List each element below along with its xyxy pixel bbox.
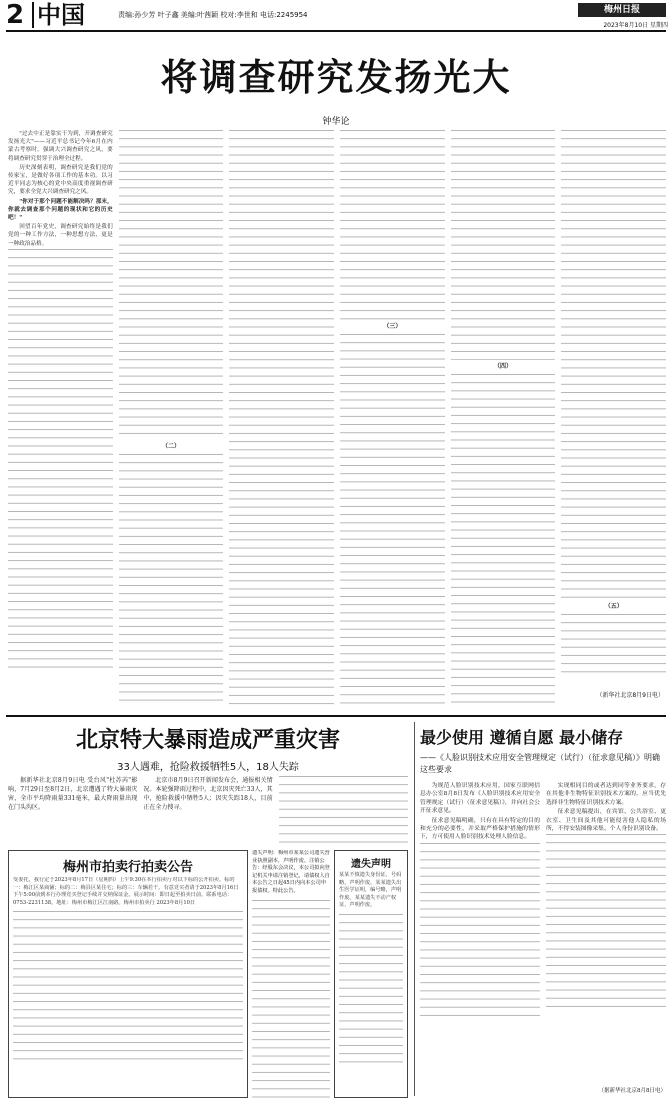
paragraph: 据新华社北京8月9日电 受台风"杜苏芮"影响，7月29日至8月2日，北京遭遇了特大暴雨灾害，全市平均降雨量331毫米，最大降雨量出现在门头沟区。: [8, 777, 138, 811]
article-column: [8, 130, 113, 713]
lost-notice-title: 遗失声明: [351, 859, 391, 870]
lost-notice-paragraph: 某某不慎遗失身份证，号码略，声明作废。某某遗失出生医学证明，编号略，声明作废。某某遗失不动产权证，声明作废。: [339, 872, 402, 909]
issue-date: 2023年8月10日 星期四: [603, 22, 668, 29]
article-column: [229, 130, 334, 713]
text-lines: [119, 454, 224, 704]
text-lines: [279, 776, 408, 846]
article-column: [420, 782, 540, 1098]
paragraph: 实现相同目的或者达到同等业务要求，存在其他非生物特征识别技术方案的，应当优先选择非生物特征识别技术方案。: [546, 783, 666, 806]
rainstorm-subheadline: 33人遇难，抢险救援牺牲5人，18人失踪: [117, 762, 299, 773]
text-lines: [339, 914, 403, 1064]
face-recognition-headline: 最少使用 遵循自愿 最小储存: [420, 728, 624, 747]
paragraph: 回望百年党史，调查研究始终是我们党的一种工作方法，一种思想方法，更是一种政治品格。: [8, 224, 113, 247]
column-divider: [414, 722, 415, 1096]
article-column: [546, 782, 666, 1098]
editor-credits: 责编:孙少芳 叶子鑫 美编:叶茜颖 校对:李世和 电话:2245954: [118, 11, 308, 19]
text-lines: [546, 834, 666, 1014]
article-column: [119, 130, 224, 713]
main-headline: 将调查研究发扬光大: [160, 56, 512, 99]
text-lines: [119, 130, 224, 440]
masthead: [0, 0, 672, 30]
text-lines: [561, 130, 666, 600]
article-column: [279, 776, 408, 846]
lost-notice-box: [334, 850, 408, 1098]
text-lines: [13, 911, 243, 1061]
auction-text: [13, 877, 243, 1093]
paragraph: 征求意见稿提出，在宾馆、公共浴室、更衣室、卫生间及其他可能侵害他人隐私的场所，不得安装图像采集、个人身份识别设备。: [546, 809, 666, 833]
section-marker: （四）: [494, 363, 513, 370]
article-column: [340, 130, 445, 713]
paragraph: "过去中正是靠实干为到，开调查研究发扬光大"——习近平总书记今年6月在内蒙古考察时，强调大兴调查研究之风，要将调查研究贯穿于治理全过程。: [8, 131, 113, 162]
section-marker: （二）: [162, 443, 181, 450]
header-divider: [6, 30, 666, 32]
notice-text: 遗失声明：梅州市某某公司遗失营业执照副本，声明作废。注销公告：经股东会决议，本公司拟向登记机关申请注销登记，请债权人自本公告之日起45日内向本公司申报债权。特此公告。: [252, 850, 330, 894]
text-lines: [340, 334, 445, 704]
auction-notice-box: [8, 850, 248, 1098]
face-recognition-body: [420, 782, 666, 1098]
text-lines: [451, 130, 556, 360]
main-article-body: [8, 130, 666, 713]
auction-title: 梅州市拍卖行拍卖公告: [62, 860, 193, 875]
section-divider: [6, 715, 666, 717]
section-marker: （五）: [604, 603, 623, 610]
quote: "你对于那个问题不能解决吗？那末，你就去调查那个问题的现状和它的历史吧！": [8, 198, 113, 222]
section-name: 中国: [32, 2, 85, 28]
rainstorm-body: [8, 776, 408, 846]
text-lines: [8, 249, 113, 669]
article-column: [561, 130, 666, 713]
article-source: （新华社北京8月9日电）: [596, 692, 664, 699]
rainstorm-headline: 北京特大暴雨造成严重灾害: [75, 728, 340, 753]
text-lines: [420, 843, 540, 1023]
newspaper-logo: 梅州日报: [578, 3, 666, 17]
lost-notice-text: [335, 870, 407, 1066]
text-lines: [451, 374, 556, 704]
paragraph: 北京市8月9日召开新闻发布会，通报相关情况。本轮强降雨过程中，北京因灾死亡33人，其中，抢险救援中牺牲5人；因灾失踪18人，目前正在全力搜寻。: [143, 777, 273, 811]
article-column: [143, 776, 272, 846]
face-recognition-source: （据新华社北京8月8日电）: [598, 1088, 666, 1094]
article-column: [451, 130, 556, 713]
text-lines: [561, 614, 666, 674]
face-recognition-subheadline: ——《人脸识别技术应用安全管理规定（试行）（征求意见稿）》明确这些要求: [420, 753, 660, 774]
auction-paragraph: 受委托，我行定于2023年8月17日（星期四）上午9:30在本行拍卖厅对以下标的公开拍卖。标的一：梅江区某商铺；标的二：梅县区某住宅；标的三：车辆若干。有意竞买者请于2023年8月16日下午5:00前到本行办理竞买登记手续并交纳保证金。展示时间：即日起至拍卖日前。联系电话：0753-2231138。地址：梅州市梅江区江南路。梅州市拍卖行 2023年8月10日: [13, 877, 239, 906]
text-lines: [252, 900, 330, 1098]
paragraph: 征求意见稿明确，只有在具有特定的目的和充分的必要性，并采取严格保护措施的情形下，方可使用人脸识别技术处理人脸信息。: [420, 817, 540, 841]
section-marker: （三）: [383, 323, 402, 330]
article-column: [8, 776, 137, 846]
notice-column: [252, 850, 330, 1098]
paragraph: 历史深刻表明，调查研究是我们党的传家宝，是做好各项工作的基本功。以习近平同志为核心的党中央高度重视调查研究，要求全党大兴调查研究之风。: [8, 164, 113, 196]
byline: 钟华论: [322, 117, 350, 127]
paragraph: 为规范人脸识别技术应用，国家互联网信息办公室8月8日发布《人脸识别技术应用安全管理规定（试行）（征求意见稿）》，并向社会公开征求意见。: [420, 783, 540, 815]
page-number: 2: [6, 0, 25, 30]
text-lines: [340, 130, 445, 320]
text-lines: [229, 130, 334, 705]
